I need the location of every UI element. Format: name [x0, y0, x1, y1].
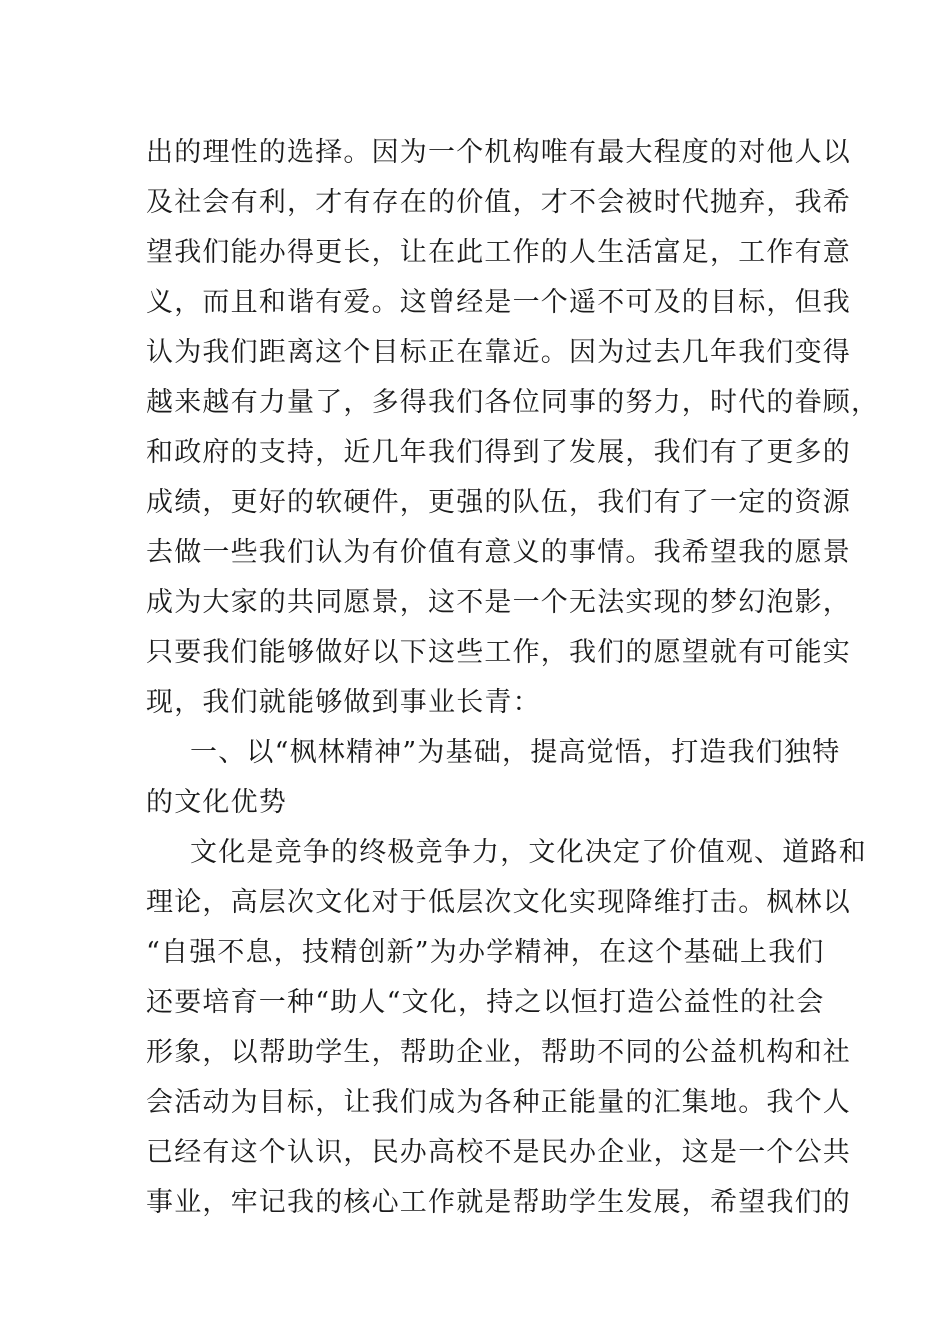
text-line: 还要培育一种“助人“文化，持之以恒打造公益性的社会 — [146, 987, 825, 1018]
text-line: 及社会有利，才有存在的价值，才不会被时代抛弃，我希 — [146, 187, 851, 218]
text-line: 越来越有力量了，多得我们各位同事的努力，时代的眷顾， — [146, 387, 880, 418]
text-line: 出的理性的选择。因为一个机构唯有最大程度的对他人以 — [146, 137, 851, 168]
text-line: 认为我们距离这个目标正在靠近。因为过去几年我们变得 — [146, 337, 851, 368]
text-line: 去做一些我们认为有价值有意义的事情。我希望我的愿景 — [146, 537, 851, 568]
text-line: 会活动为目标，让我们成为各种正能量的汇集地。我个人 — [146, 1087, 851, 1118]
text-line: 只要我们能够做好以下这些工作，我们的愿望就有可能实 — [146, 637, 851, 668]
text-line: 义，而且和谐有爱。这曾经是一个遥不可及的目标，但我 — [146, 287, 851, 318]
text-line: 和政府的支持，近几年我们得到了发展，我们有了更多的 — [146, 437, 851, 468]
section-heading-line: 的文化优势 — [146, 787, 287, 818]
text-line: 形象，以帮助学生，帮助企业，帮助不同的公益机构和社 — [146, 1037, 851, 1068]
section-heading-line: 一、以“枫林精神”为基础，提高觉悟，打造我们独特 — [190, 737, 841, 768]
text-line: 理论，高层次文化对于低层次文化实现降维打击。枫林以 — [146, 887, 851, 918]
text-line: 已经有这个认识，民办高校不是民办企业，这是一个公共 — [146, 1137, 851, 1168]
text-line: “自强不息，技精创新”为办学精神，在这个基础上我们 — [146, 937, 825, 968]
text-line: 现，我们就能够做到事业长青： — [146, 687, 541, 718]
text-line: 成绩，更好的软硬件，更强的队伍，我们有了一定的资源 — [146, 487, 851, 518]
body-text — [146, 128, 880, 1228]
paragraph-start-line: 文化是竞争的终极竞争力，文化决定了价值观、道路和 — [190, 837, 867, 868]
text-line: 成为大家的共同愿景，这不是一个无法实现的梦幻泡影， — [146, 587, 851, 618]
text-line: 事业，牢记我的核心工作就是帮助学生发展，希望我们的 — [146, 1187, 851, 1218]
text-line: 望我们能办得更长，让在此工作的人生活富足，工作有意 — [146, 237, 851, 268]
